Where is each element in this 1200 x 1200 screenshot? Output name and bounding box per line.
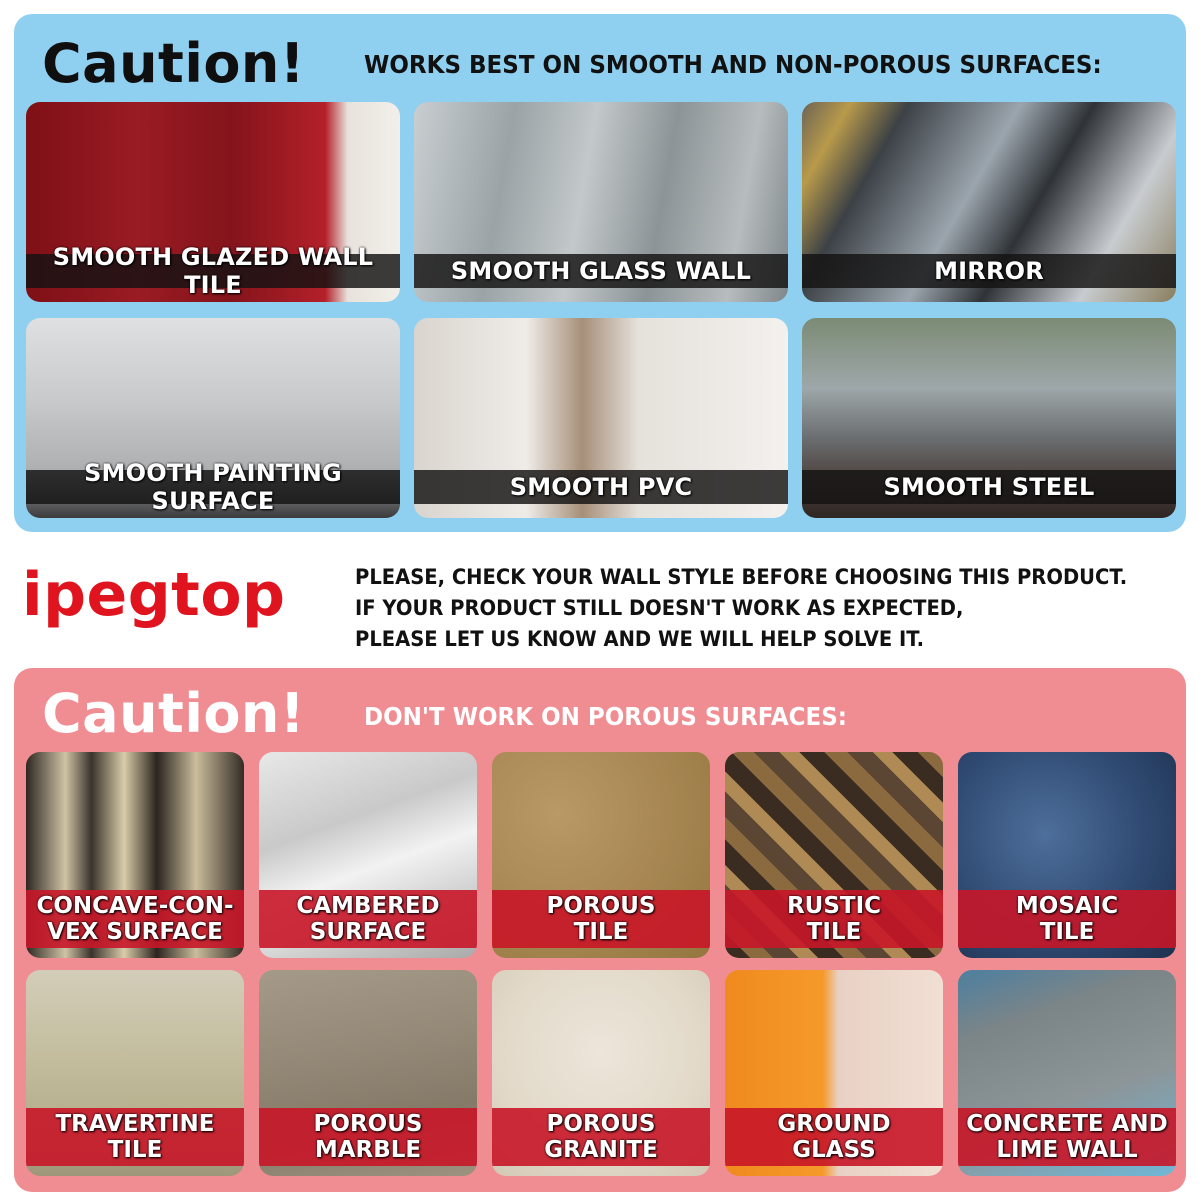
advice-line: PLEASE, CHECK YOUR WALL STYLE BEFORE CHOOSING THIS PRODUCT. <box>355 565 1128 589</box>
caption-line: GLASS <box>792 1137 876 1163</box>
tile-caption: SMOOTH GLASS WALL <box>414 254 788 288</box>
caption-line: GROUND <box>777 1111 891 1137</box>
tile-caption <box>259 1108 477 1166</box>
tile-concrete-and-lime-wall <box>958 970 1176 1176</box>
tile-porous-marble <box>259 970 477 1176</box>
tile-caption <box>259 890 477 948</box>
caption-line: SURFACE <box>309 919 427 945</box>
caption-line: TILE <box>806 919 862 945</box>
tile-rustic-tile <box>725 752 943 958</box>
tile-caption: SMOOTH PVC <box>414 470 788 504</box>
caption-line: TRAVERTINE <box>55 1111 215 1137</box>
caution-heading-bottom: Caution! <box>42 682 306 745</box>
porous-surfaces-subtitle: DON'T WORK ON POROUS SURFACES: <box>364 702 847 731</box>
caption-line: MARBLE <box>314 1137 422 1163</box>
tile-porous-tile <box>492 752 710 958</box>
caption-line: LIME WALL <box>996 1137 1138 1163</box>
tile-mosaic-tile <box>958 752 1176 958</box>
tile-caption <box>958 890 1176 948</box>
caption-line: RUSTIC <box>786 893 882 919</box>
tile-caption <box>492 1108 710 1166</box>
caption-line: POROUS <box>546 1111 656 1137</box>
caption-line: TILE <box>1039 919 1095 945</box>
caption-line: CONCRETE AND <box>966 1111 1168 1137</box>
caption-line: TILE <box>573 919 629 945</box>
tile-smooth-glazed-wall-tile <box>26 102 400 302</box>
porous-surfaces-panel <box>14 668 1186 1192</box>
smooth-surfaces-panel <box>14 14 1186 532</box>
advice-line: IF YOUR PRODUCT STILL DOESN'T WORK AS EXPECTED, <box>355 596 964 620</box>
caption-line: CAMBERED <box>296 893 440 919</box>
tile-smooth-pvc <box>414 318 788 518</box>
caption-line: GRANITE <box>544 1137 658 1163</box>
caption-line: VEX SURFACE <box>47 919 223 945</box>
tile-caption: SMOOTH PAINTING SURFACE <box>26 470 400 504</box>
tile-porous-granite <box>492 970 710 1176</box>
tile-caption: SMOOTH STEEL <box>802 470 1176 504</box>
tile-caption <box>26 1108 244 1166</box>
caption-line: TILE <box>107 1137 163 1163</box>
tile-concave-convex-surface <box>26 752 244 958</box>
tile-caption <box>725 1108 943 1166</box>
advice-line: PLEASE LET US KNOW AND WE WILL HELP SOLVE IT. <box>355 627 925 651</box>
brand-logo-text: ipegtop <box>22 560 286 630</box>
smooth-surfaces-subtitle: WORKS BEST ON SMOOTH AND NON-POROUS SURFACES: <box>364 50 1102 79</box>
tile-mirror <box>802 102 1176 302</box>
caption-line: MOSAIC <box>1015 893 1119 919</box>
tile-cambered-surface <box>259 752 477 958</box>
tile-caption: SMOOTH GLAZED WALL TILE <box>26 254 400 288</box>
tile-caption: MIRROR <box>802 254 1176 288</box>
tile-smooth-steel <box>802 318 1176 518</box>
tile-smooth-glass-wall <box>414 102 788 302</box>
advice-message <box>355 562 1136 655</box>
tile-caption <box>725 890 943 948</box>
caption-line: POROUS <box>313 1111 423 1137</box>
tile-ground-glass <box>725 970 943 1176</box>
tile-travertine-tile <box>26 970 244 1176</box>
caution-heading-top: Caution! <box>42 32 306 95</box>
tile-smooth-painting-surface <box>26 318 400 518</box>
tile-caption <box>958 1108 1176 1166</box>
caption-line: POROUS <box>546 893 656 919</box>
tile-caption <box>492 890 710 948</box>
caption-line: CONCAVE-CON- <box>36 893 234 919</box>
tile-caption <box>26 890 244 948</box>
